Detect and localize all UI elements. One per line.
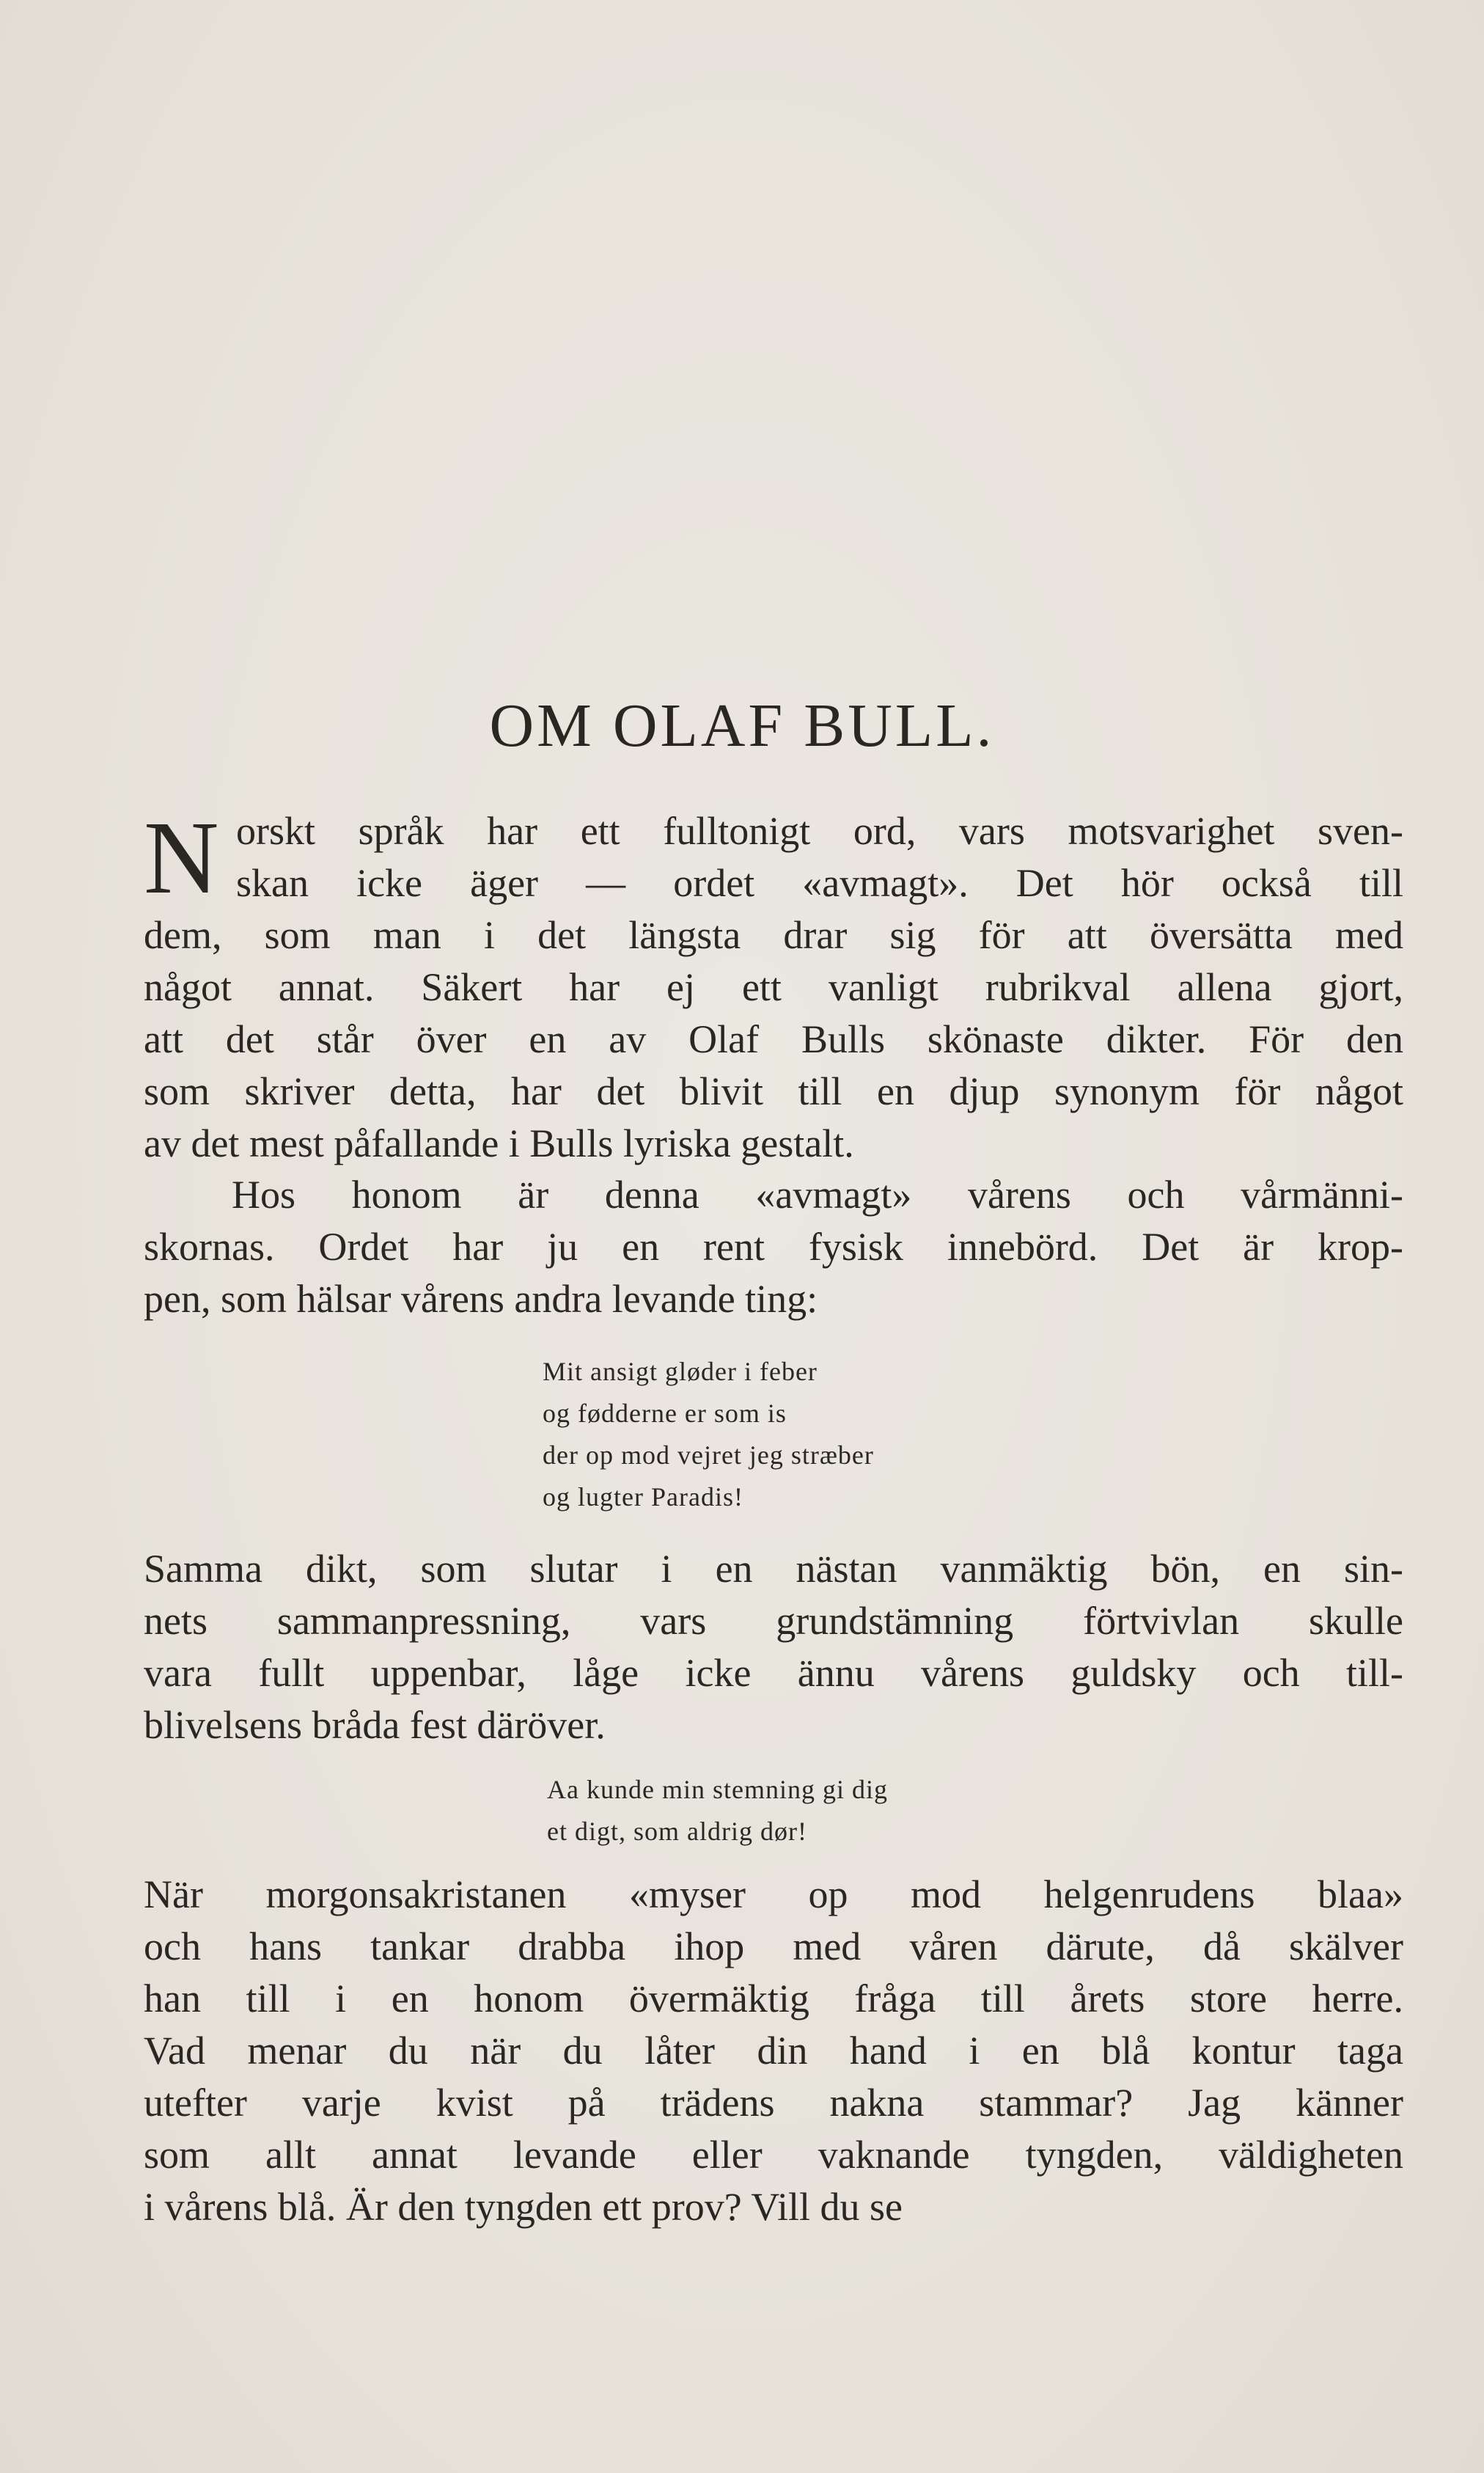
text-line: skornas. Ordet har ju en rent fysisk innebörd. Det är krop- xyxy=(144,1225,1403,1269)
paragraph-1 xyxy=(144,799,1403,1170)
verse-line: og fødderne er som is xyxy=(543,1399,787,1428)
text-line: nets sammanpressning, vars grundstämning förtvivlan skulle xyxy=(144,1599,1403,1643)
verse-line: der op mod vejret jeg stræber xyxy=(543,1440,874,1470)
text-line: som allt annat levande eller vaknande tyngden, väldigheten xyxy=(144,2133,1403,2177)
verse-line: et digt, som aldrig dør! xyxy=(547,1817,807,1846)
text-line: att det står över en av Olaf Bulls skönaste dikter. För den xyxy=(144,1017,1403,1061)
text-line: och hans tankar drabba ihop med våren därute, då skälver xyxy=(144,1924,1403,1968)
text-line: av det mest påfallande i Bulls lyriska gestalt. xyxy=(144,1121,854,1165)
text-line: Samma dikt, som slutar i en nästan vanmäktig bön, en sin- xyxy=(144,1547,1403,1591)
paragraph-3 xyxy=(144,1543,1403,1751)
verse-line: Aa kunde min stemning gi dig xyxy=(547,1775,888,1804)
text-line: orskt språk har ett fulltonigt ord, vars motsvarighet sven- xyxy=(236,809,1403,853)
text-line: något annat. Säkert har ej ett vanligt rubrikval allena gjort, xyxy=(144,965,1403,1009)
chapter-title: OM OLAF BULL. xyxy=(489,692,995,760)
text-line: Vad menar du när du låter din hand i en blå kontur taga xyxy=(144,2029,1403,2073)
text-line: utefter varje kvist på trädens nakna stammar? Jag känner xyxy=(144,2081,1403,2125)
text-line: vara fullt uppenbar, låge icke ännu vårens guldsky och till- xyxy=(144,1651,1403,1695)
drop-cap-letter: N xyxy=(144,799,219,915)
text-line: som skriver detta, har det blivit till en djup synonym för något xyxy=(144,1069,1403,1113)
text-line: han till i en honom övermäktig fråga till årets store herre. xyxy=(144,1976,1403,2020)
text-line: pen, som hälsar vårens andra levande ting: xyxy=(144,1277,818,1321)
dropcap-block xyxy=(144,799,1403,915)
text-line: i vårens blå. Är den tyngden ett prov? Vill du se xyxy=(144,2185,903,2229)
text-line: Hos honom är denna «avmagt» vårens och vårmänni- xyxy=(232,1173,1403,1217)
paragraph-2 xyxy=(144,1169,1403,1325)
text-line: blivelsens bråda fest däröver. xyxy=(144,1703,606,1747)
text-line: skan icke äger — ordet «avmagt». Det hör också till xyxy=(236,861,1403,905)
text-line: När morgonsakristanen «myser op mod helgenrudens blaa» xyxy=(144,1872,1403,1916)
verse-line: og lugter Paradis! xyxy=(543,1482,743,1512)
verse-quote-2 xyxy=(547,1769,888,1853)
verse-line: Mit ansigt gløder i feber xyxy=(543,1357,818,1386)
verse-quote-1 xyxy=(543,1351,874,1518)
paragraph-4 xyxy=(144,1869,1403,2233)
text-line: dem, som man i det längsta drar sig för att översätta med xyxy=(144,913,1403,957)
